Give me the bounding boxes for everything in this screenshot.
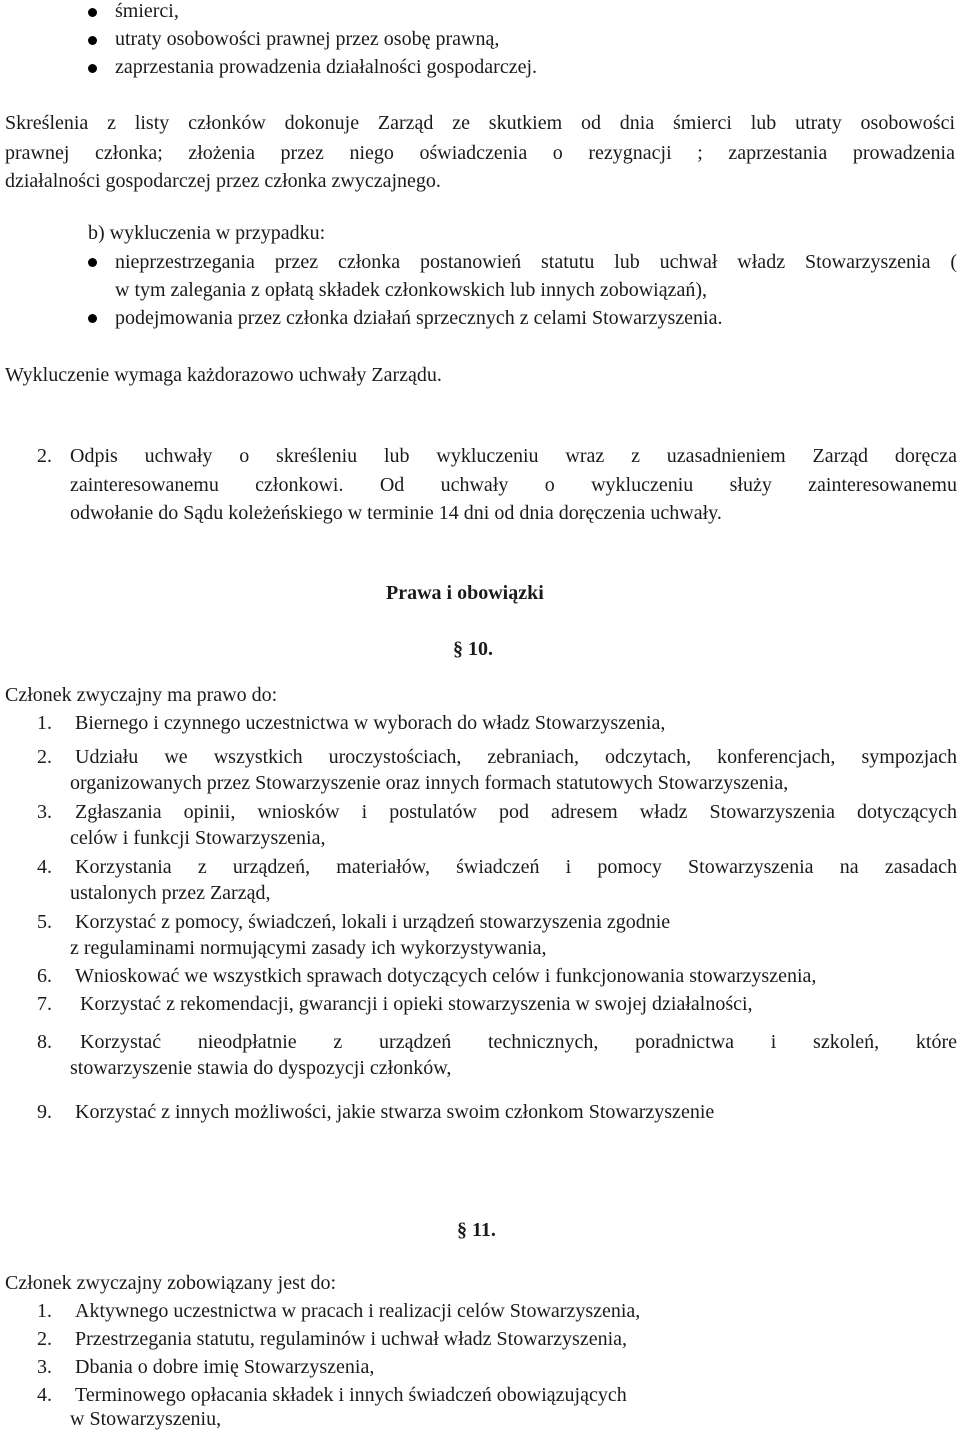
- exclusion-heading: b) wykluczenia w przypadku:: [88, 222, 326, 244]
- paragraph-line: Skreślenia z listy członków dokonuje Zarząd ze skutkiem od dnia śmierci lub utraty osobowości: [5, 112, 955, 134]
- list-item: zaprzestania prowadzenia działalności gospodarczej.: [115, 56, 538, 78]
- list-item: Korzystać z pomocy, świadczeń, lokali i urządzeń stowarzyszenia zgodnie: [75, 911, 671, 933]
- list-item: Korzystania z urządzeń, materiałów, świadczeń i pomocy Stowarzyszenia na zasadach: [75, 856, 957, 878]
- item-number: 3.: [37, 801, 52, 823]
- item-number: 2.: [37, 1328, 52, 1350]
- list-item-continuation: z regulaminami normującymi zasady ich wykorzystywania,: [70, 937, 547, 959]
- list-item: nieprzestrzegania przez członka postanowień statutu lub uchwał władz Stowarzyszenia (: [115, 251, 957, 273]
- section-number: 11.: [472, 1219, 496, 1241]
- bullet-dot: [88, 64, 97, 73]
- bullet-dot: [88, 314, 97, 323]
- bullet-dot: [88, 8, 97, 17]
- section-number: 10.: [468, 638, 493, 660]
- item-number: 4.: [37, 1384, 52, 1406]
- section-symbol: §: [453, 638, 463, 660]
- section-intro: Członek zwyczajny ma prawo do:: [5, 684, 278, 706]
- paragraph-heading: [453, 636, 493, 662]
- list-item: podejmowania przez członka działań sprzecznych z celami Stowarzyszenia.: [115, 307, 723, 329]
- list-item-continuation: ustalonych przez Zarząd,: [70, 882, 271, 904]
- list-item-continuation: w Stowarzyszeniu,: [70, 1408, 222, 1430]
- list-item: Udziału we wszystkich uroczystościach, zebraniach, odczytach, konferencjach, sympozjach: [75, 746, 957, 768]
- list-item-continuation: organizowanych przez Stowarzyszenie oraz innych formach statutowych Stowarzyszenia,: [70, 772, 789, 794]
- list-item-continuation: stowarzyszenie stawia do dyspozycji członków,: [70, 1057, 452, 1079]
- list-item: Przestrzegania statutu, regulaminów i uchwał władz Stowarzyszenia,: [75, 1328, 628, 1350]
- list-item: Korzystać z innych możliwości, jakie stwarza swoim członkom Stowarzyszenie: [75, 1101, 715, 1123]
- item-number: 5.: [37, 911, 52, 933]
- item-number: 3.: [37, 1356, 52, 1378]
- item-number: 4.: [37, 856, 52, 878]
- paragraph-line: odwołanie do Sądu koleżeńskiego w terminie 14 dni od dnia doręczenia uchwały.: [70, 502, 722, 524]
- list-item: Zgłaszania opinii, wniosków i postulatów pod adresem władz Stowarzyszenia dotyczących: [75, 801, 957, 823]
- list-item: Korzystać nieodpłatnie z urządzeń technicznych, poradnictwa i szkoleń, które: [80, 1031, 957, 1053]
- section-symbol: §: [457, 1219, 467, 1241]
- item-number: 2.: [37, 445, 52, 467]
- list-item-continuation: w tym zalegania z opłatą składek członkowskich lub innych zobowiązań),: [115, 279, 708, 301]
- item-number: 1.: [37, 1300, 52, 1322]
- item-number: 1.: [37, 712, 52, 734]
- paragraph-heading: [457, 1217, 496, 1243]
- exclusion-note: Wykluczenie wymaga każdorazowo uchwały Zarządu.: [5, 364, 442, 386]
- list-item: śmierci,: [115, 0, 179, 22]
- bullet-dot: [88, 36, 97, 45]
- paragraph-line: zainteresowanemu członkowi. Od uchwały o wykluczeniu służy zainteresowanemu: [70, 474, 957, 496]
- list-item: Korzystać z rekomendacji, gwarancji i opieki stowarzyszenia w swojej działalności,: [80, 993, 753, 1015]
- bullet-dot: [88, 258, 97, 267]
- list-item: Aktywnego uczestnictwa w pracach i realizacji celów Stowarzyszenia,: [75, 1300, 641, 1322]
- list-item: Biernego i czynnego uczestnictwa w wyborach do władz Stowarzyszenia,: [75, 712, 666, 734]
- item-number: 2.: [37, 746, 52, 768]
- paragraph-line: prawnej członka; złożenia przez niego oświadczenia o rezygnacji ; zaprzestania prowadzenia: [5, 142, 955, 164]
- item-number: 7.: [37, 993, 52, 1015]
- section-title: Prawa i obowiązki: [386, 582, 544, 604]
- item-number: 8.: [37, 1031, 52, 1053]
- item-number: 6.: [37, 965, 52, 987]
- list-item: Wnioskować we wszystkich sprawach dotyczących celów i funkcjonowania stowarzyszenia,: [75, 965, 817, 987]
- list-item-continuation: celów i funkcji Stowarzyszenia,: [70, 827, 326, 849]
- item-number: 9.: [37, 1101, 52, 1123]
- list-item: Terminowego opłacania składek i innych świadczeń obowiązujących: [75, 1384, 627, 1406]
- paragraph-line: działalności gospodarczej przez członka zwyczajnego.: [5, 170, 441, 192]
- list-item: utraty osobowości prawnej przez osobę prawną,: [115, 28, 500, 50]
- list-item: Dbania o dobre imię Stowarzyszenia,: [75, 1356, 375, 1378]
- section-intro: Członek zwyczajny zobowiązany jest do:: [5, 1272, 336, 1294]
- paragraph-line: Odpis uchwały o skreśleniu lub wykluczeniu wraz z uzasadnieniem Zarząd doręcza: [70, 445, 957, 467]
